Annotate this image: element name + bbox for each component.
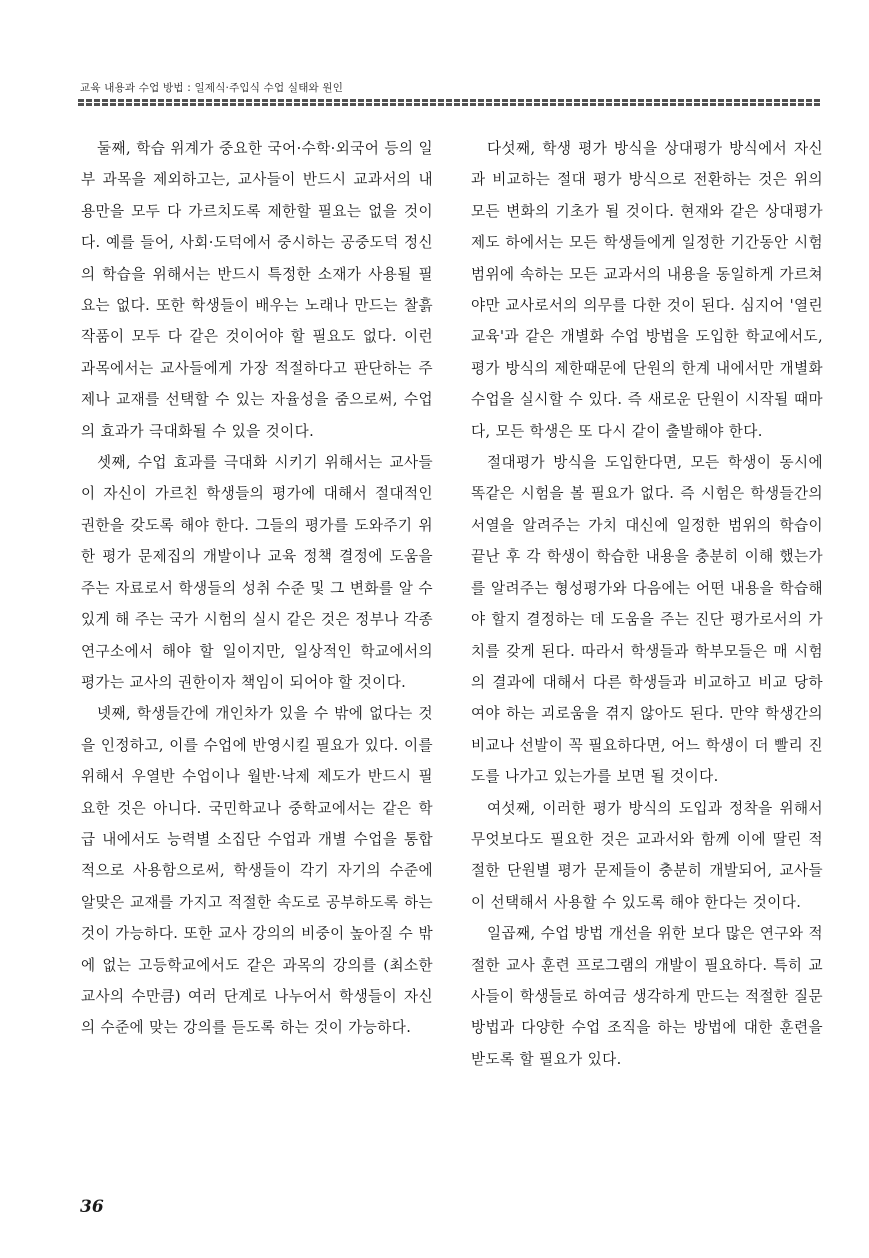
page-number: 36 (80, 1197, 104, 1217)
left-column (81, 133, 433, 1075)
paragraph-third-point: 셋째, 수업 효과를 극대화 시키기 위해서는 교사들이 자신이 가르친 학생들의 평가에 대해서 절대적인 권한을 갖도록 해야 한다. 그들의 평가를 도와주기 위한 평가 문제집의 개발이나 교육 정책 결정에 도움을 주는 자료로서 학생들의 성취 수준 및 그 변화를 알 수 있게 해 주는 국가 시험의 실시 같은 것은 정부나 각종 연구소에서 해야 할 일이지만, 일상적인 학교에서의 평가는 교사의 권한이자 책임이 되어야 할 것이다. (81, 454, 433, 691)
paragraph-fourth-point: 넷째, 학생들간에 개인차가 있을 수 밖에 없다는 것을 인정하고, 이를 수업에 반영시킬 필요가 있다. 이를 위해서 우열반 수업이나 월반·낙제 제도가 반드시 필요한 것은 아니다. 국민학교나 중학교에서는 같은 학급 내에서도 능력별 소집단 수업과 개별 수업을 통합적으로 사용함으로써, 학생들이 각기 자기의 수준에 알맞은 교재를 가지고 적절한 속도로 공부하도록 하는 것이 가능하다. 또한 교사 강의의 비중이 높아질 수 밖에 없는 고등학교에서도 같은 과목의 강의를 (최소한 교사의 수만큼) 여러 단계로 나누어서 학생들이 자신의 수준에 맞는 강의를 듣도록 하는 것이 가능하다. (81, 705, 433, 1037)
body-text (81, 133, 823, 1075)
header-decorative-rule (78, 99, 820, 106)
right-column (471, 133, 823, 1075)
running-header: 교육 내용과 수업 방법 : 일제식·주입식 수업 실태와 원인 (80, 82, 344, 94)
paragraph-absolute-evaluation: 절대평가 방식을 도입한다면, 모든 학생이 동시에 똑같은 시험을 볼 필요가 없다. 즉 시험은 학생들간의 서열을 알려주는 가치 대신에 일정한 범위의 학습이 끝난 후 각 학생이 학습한 내용을 충분히 이해 했는가를 알려주는 형성평가와 다음에는 어떤 내용을 학습해야 할지 결정하는 데 도움을 주는 진단 평가로서의 가치를 갖게 된다. 따라서 학생들과 학부모들은 매 시험의 결과에 대해서 다른 학생들과 비교하고 비교 당하여야 하는 괴로움을 겪지 않아도 된다. 만약 학생간의 비교나 선발이 꼭 필요하다면, 어느 학생이 더 빨리 진도를 나가고 있는가를 보면 될 것이다. (471, 454, 823, 786)
paragraph-second-point: 둘째, 학습 위계가 중요한 국어·수학·외국어 등의 일부 과목을 제외하고는, 교사들이 반드시 교과서의 내용만을 모두 다 가르치도록 제한할 필요는 없을 것이다. 예를 들어, 사회·도덕에서 중시하는 공중도덕 정신의 학습을 위해서는 반드시 특정한 소재가 사용될 필요는 없다. 또한 학생들이 배우는 노래나 만드는 찰흙 작품이 모두 다 같은 것이어야 할 필요도 없다. 이런 과목에서는 교사들에게 가장 적절하다고 판단하는 주제나 교재를 선택할 수 있는 자율성을 줌으로써, 수업의 효과가 극대화될 수 있을 것이다. (81, 140, 433, 440)
paragraph-seventh-point: 일곱째, 수업 방법 개선을 위한 보다 많은 연구와 적절한 교사 훈련 프로그램의 개발이 필요하다. 특히 교사들이 학생들로 하여금 생각하게 만드는 적절한 질문 방법과 다양한 수업 조직을 하는 방법에 대한 훈련을 받도록 할 필요가 있다. (471, 925, 823, 1068)
paragraph-fifth-point: 다섯째, 학생 평가 방식을 상대평가 방식에서 자신과 비교하는 절대 평가 방식으로 전환하는 것은 위의 모든 변화의 기초가 될 것이다. 현재와 같은 상대평가 제도 하에서는 모든 학생들에게 일정한 기간동안 시험 범위에 속하는 모든 교과서의 내용을 동일하게 가르쳐야만 교사로서의 의무를 다한 것이 된다. 심지어 '열린 교육'과 같은 개별화 수업 방법을 도입한 학교에서도, 평가 방식의 제한때문에 단원의 한계 내에서만 개별화 수업을 실시할 수 있다. 즉 새로운 단원이 시작될 때마다, 모든 학생은 또 다시 같이 출발해야 한다. (471, 140, 823, 440)
paragraph-sixth-point: 여섯째, 이러한 평가 방식의 도입과 정착을 위해서 무엇보다도 필요한 것은 교과서와 함께 이에 딸린 적절한 단원별 평가 문제들이 충분히 개발되어, 교사들이 선택해서 사용할 수 있도록 해야 한다는 것이다. (471, 799, 823, 911)
